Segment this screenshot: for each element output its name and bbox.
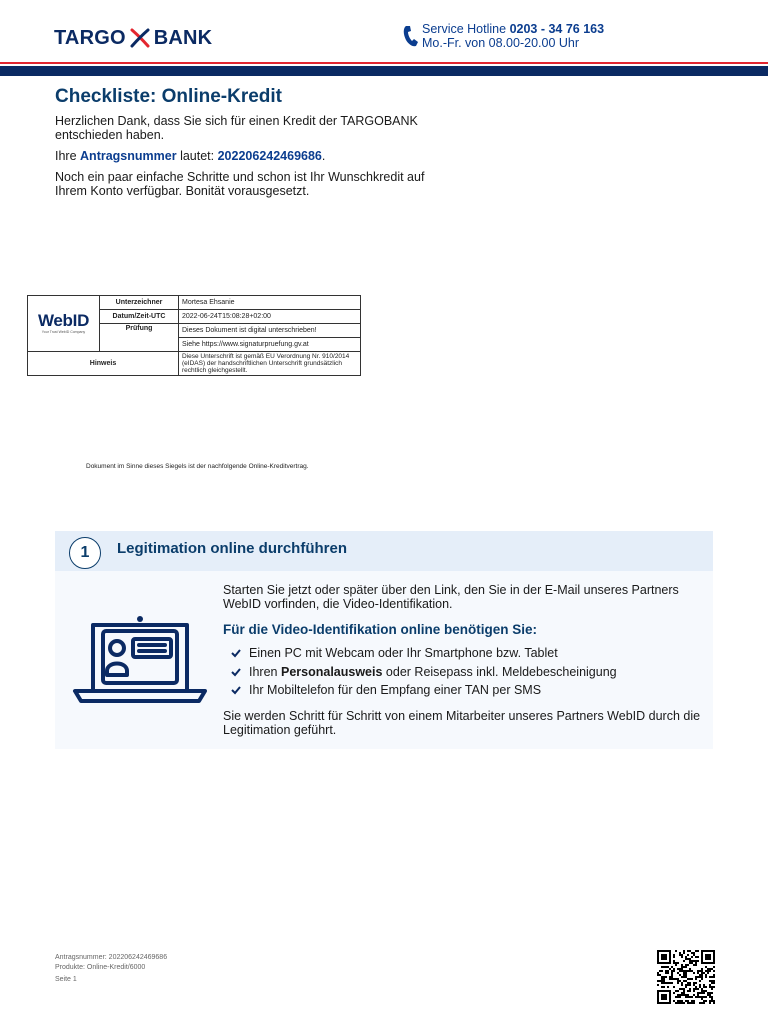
datetime-value: 2022-06-24T15:08:28+02:00 xyxy=(179,310,361,324)
requirement-id-pre: Ihren xyxy=(249,664,278,679)
verification-value: Dieses Dokument ist digital unterschrieben! xyxy=(179,324,361,338)
qr-code-icon xyxy=(657,950,715,1004)
hint-label: Hinweis xyxy=(28,352,179,376)
app-middle: lautet: xyxy=(180,149,215,163)
check-icon xyxy=(231,685,241,695)
app-prefix: Ihre xyxy=(55,149,77,163)
requirement-id-bold: Personalausweis xyxy=(280,664,383,679)
hotline-hours: Mo.-Fr. von 08.00-20.00 Uhr xyxy=(422,36,580,50)
steps-paragraph: Noch ein paar einfache Schritte und schon ist Ihr Wunschkredit auf Ihrem Konto verfügbar. Bonität vorausgesetzt. xyxy=(55,170,425,198)
hotline-line xyxy=(422,22,604,36)
signature-table xyxy=(27,295,361,376)
hint-value: Diese Unterschrift ist gemäß EU Verordnung Nr. 910/2014 (eIDAS) der handschriftlichen Unterschrift grundsätzlich rechtlich gleichgestellt. xyxy=(179,352,361,376)
requirement-id-post: oder Reisepass inkl. Meldebescheinigung xyxy=(385,664,617,679)
step-intro: Starten Sie jetzt oder später über den Link, den Sie in der E-Mail unseres Partners WebID vorfinden, die Video-Identifikation. xyxy=(223,583,679,611)
step-title: Legitimation online durchführen xyxy=(117,540,347,557)
requirement-phone: Ihr Mobiltelefon für den Empfang einer TAN per SMS xyxy=(249,683,542,697)
hotline-number[interactable]: 0203 - 34 76 163 xyxy=(509,22,605,36)
page-header xyxy=(0,0,768,80)
list-item xyxy=(223,683,703,697)
laptop-id-card-icon xyxy=(71,615,209,705)
list-item xyxy=(223,646,703,660)
logo-text-bank: BANK xyxy=(153,26,213,49)
webid-logo-web: Web xyxy=(37,311,73,330)
service-hotline xyxy=(402,22,604,50)
targobank-logo xyxy=(54,26,212,50)
webid-logo-id: ID xyxy=(72,311,90,330)
header-navy-band xyxy=(0,66,768,76)
seal-note: Dokument im Sinne dieses Siegels ist der nachfolgende Online-Kreditvertrag. xyxy=(86,463,309,470)
logo-x-icon xyxy=(129,27,151,49)
step-subhead: Für die Video-Identifikation online benötigen Sie: xyxy=(223,622,538,637)
application-number-paragraph xyxy=(55,149,455,163)
page-title: Checkliste: Online-Kredit xyxy=(55,86,282,107)
webid-logo xyxy=(31,312,96,330)
signer-value: Mortesa Ehsanie xyxy=(179,296,361,310)
step-body xyxy=(55,571,713,749)
app-label: Antragsnummer xyxy=(80,149,177,163)
check-icon xyxy=(231,648,241,658)
header-red-line xyxy=(0,62,768,64)
check-icon xyxy=(231,667,241,677)
verification-link[interactable]: Siehe https://www.signaturpruefung.gv.at xyxy=(179,338,361,352)
logo-text-targo: TARGO xyxy=(54,26,126,49)
footer-page: Seite 1 xyxy=(55,976,77,983)
requirements-list xyxy=(223,646,703,697)
verification-label: Prüfung xyxy=(100,324,179,352)
page-footer xyxy=(55,953,167,985)
step-body-text xyxy=(223,583,703,737)
footer-product: Produkte: Online-Kredit/6000 xyxy=(55,964,146,971)
requirement-pc: Einen PC mit Webcam oder Ihr Smartphone bzw. Tablet xyxy=(249,646,558,660)
step-final: Sie werden Schritt für Schritt von einem Mitarbeiter unseres Partners WebID durch die Legitimation geführt. xyxy=(223,709,701,737)
requirement-id xyxy=(249,665,617,679)
hotline-label: Service Hotline xyxy=(422,22,507,36)
intro-text xyxy=(55,114,455,205)
step-header xyxy=(55,531,713,571)
webid-logo-cell xyxy=(28,296,100,352)
thanks-paragraph: Herzlichen Dank, dass Sie sich für einen Kredit der TARGOBANK entschieden haben. xyxy=(55,114,418,142)
list-item xyxy=(223,665,703,679)
webid-logo-sub: Your Trust WebID Company xyxy=(41,330,86,334)
signer-label: Unterzeichner xyxy=(100,296,179,310)
datetime-label: Datum/Zeit-UTC xyxy=(100,310,179,324)
phone-icon xyxy=(402,24,420,48)
app-suffix: . xyxy=(321,149,326,163)
footer-application-number: Antragsnummer: 202206242469686 xyxy=(55,954,168,961)
step-number: 1 xyxy=(69,537,101,569)
application-number: 202206242469686 xyxy=(217,149,322,163)
